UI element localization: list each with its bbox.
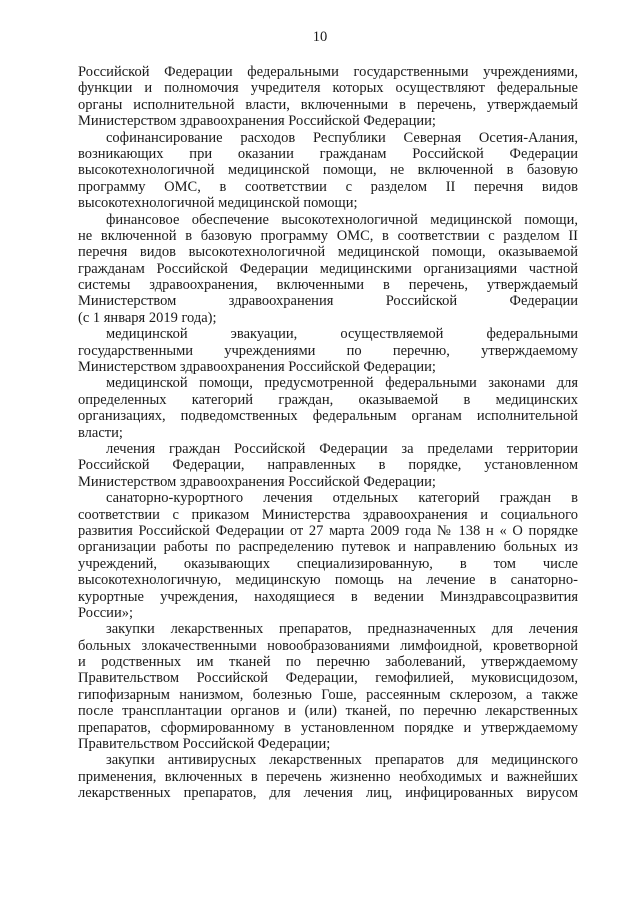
text-line: после трансплантации органов и (или) тканей, по перечню лекарственных <box>78 703 578 720</box>
text-line: медицинской эвакуации, осуществляемой федеральными <box>106 326 578 343</box>
text-line: гражданам Российской Федерации медицинскими организациями частной <box>78 260 578 277</box>
text-line: системы здравоохранения, включенными в перечень, утверждаемый <box>78 277 578 294</box>
text-line: лекарственных препаратов, для лечения лиц, инфицированных вирусом <box>78 785 578 802</box>
text-line: функции и полномочия учредителя которых осуществляют федеральные <box>78 80 578 97</box>
text-line: органы исполнительной власти, включенными в перечень, утверждаемый <box>78 96 578 113</box>
text-line: финансовое обеспечение высокотехнологичной медицинской помощи, <box>106 211 578 228</box>
text-line: софинансирование расходов Республики Северная Осетия-Алания, <box>106 129 578 146</box>
text-line: лечения граждан Российской Федерации за пределами территории <box>106 440 578 457</box>
text-line: Российской Федерации федеральными государственными учреждениями, <box>78 64 578 80</box>
text-line: высокотехнологичную, медицинскую помощь на лечение в санаторно- <box>78 572 578 589</box>
text-line: Министерством здравоохранения Российской Федерации; <box>78 473 436 490</box>
text-line: Министерством здравоохранения Российской Федерации; <box>78 359 436 376</box>
text-line: России»; <box>78 604 133 621</box>
text-line: соответствии с приказом Министерства здравоохранения и социального <box>78 506 578 523</box>
text-line: Министерством здравоохранения Российской Федерации <box>78 293 578 310</box>
text-line: Правительством Российской Федерации, гемофилией, муковисцидозом, <box>78 670 578 687</box>
text-line: курортные учреждения, находящиеся в ведении Минздравсоцразвития <box>78 588 578 605</box>
text-line: высокотехнологичной медицинской помощи; <box>78 195 358 212</box>
text-line: и родственных им тканей по перечню заболеваний, утверждаемому <box>78 654 578 671</box>
text-line: закупки лекарственных препаратов, предназначенных для лечения <box>106 621 578 638</box>
page-number: 10 <box>312 29 328 45</box>
text-line: Российской Федерации, направленных в порядке, установленном <box>78 457 578 474</box>
text-line: Министерством здравоохранения Российской Федерации; <box>78 113 436 130</box>
text-line: государственными учреждениями по перечню, утверждаемому <box>78 342 578 359</box>
text-line: высокотехнологичной медицинской помощи, не включенной в базовую <box>78 162 578 179</box>
text-line: (с 1 января 2019 года); <box>78 309 217 326</box>
text-line: применения, включенных в перечень жизненно необходимых и важнейших <box>78 768 578 785</box>
text-line: не включенной в базовую программу ОМС, в соответствии с разделом II <box>78 227 578 244</box>
text-line: санаторно-курортного лечения отдельных категорий граждан в <box>106 490 578 507</box>
text-line: организациях, подведомственных федеральным органам исполнительной <box>78 408 578 425</box>
text-line: возникающих при оказании гражданам Российской Федерации <box>78 145 578 162</box>
text-line: больных злокачественными новообразованиями лимфоидной, кроветворной <box>78 637 578 654</box>
text-line: развития Российской Федерации от 27 марта 2009 года № 138 н « О порядке <box>78 522 578 539</box>
text-line: закупки антивирусных лекарственных препаратов для медицинского <box>106 752 578 769</box>
text-line: власти; <box>78 424 123 441</box>
text-line: Правительством Российской Федерации; <box>78 736 331 753</box>
text-line: учреждений, оказывающих специализированную, в том числе <box>78 555 578 572</box>
text-line: медицинской помощи, предусмотренной федеральными законами для <box>106 375 578 392</box>
text-line: перечня видов высокотехнологичной медицинской помощи, оказываемой <box>78 244 578 261</box>
text-line: препаратов, сформированному в установленном порядке и утверждаемому <box>78 719 578 736</box>
text-line: определенных категорий граждан, оказываемой в медицинских <box>78 391 578 408</box>
text-line: программу ОМС, в соответствии с разделом II перечня видов <box>78 178 578 195</box>
body-text <box>78 64 578 802</box>
text-line: гипофизарным нанизмом, болезнью Гоше, рассеянным склерозом, а также <box>78 686 578 703</box>
text-line: организации работы по распределению путевок и направлению больных из <box>78 539 578 556</box>
